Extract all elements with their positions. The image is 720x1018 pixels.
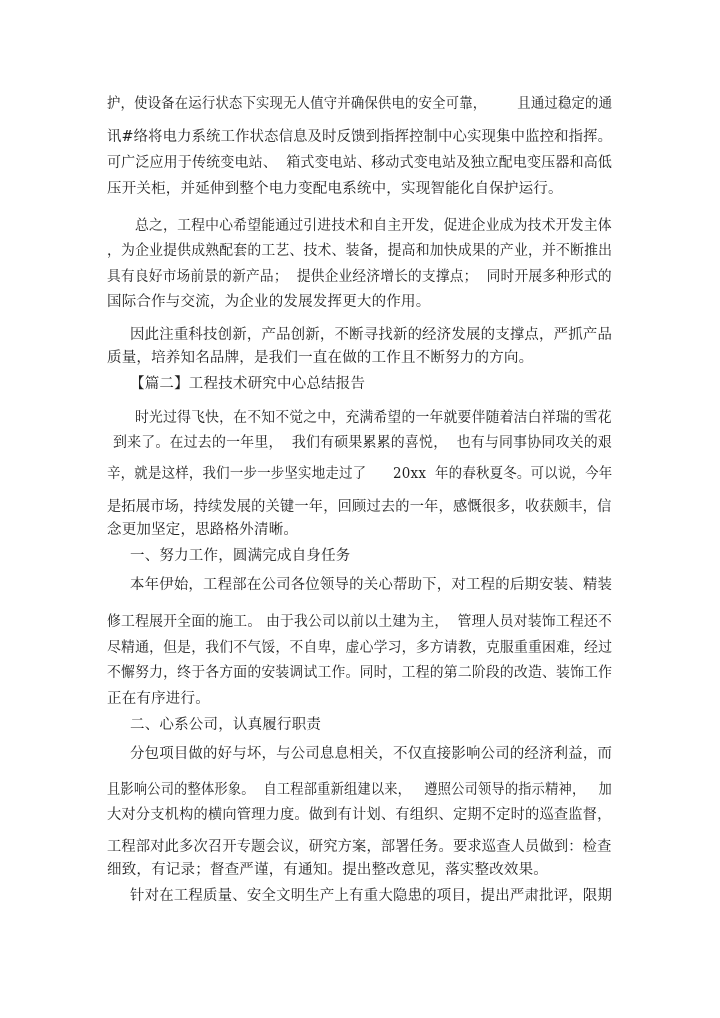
text-line: 具有良好市场前景的新产品； 提供企业经济增长的支撑点； 同时开展多种形式的 xyxy=(107,269,612,285)
text-line: 不懈努力，终于各方面的安装调试工作。同时，工程的第二阶段的改造、装饰工作 xyxy=(107,665,613,681)
text-line: 分包项目做的好与坏，与公司息息相关，不仅直接影响公司的经济利益，而 xyxy=(130,746,613,762)
text-line: 护，使设备在运行状态下实现无人值守并确保供电的安全可靠， 且通过稳定的通 xyxy=(107,96,613,112)
text-line: 因此注重科技创新，产品创新，不断寻找新的经济发展的支撑点，严抓产品 xyxy=(130,327,613,343)
text-line: 讯#络将电力系统工作状态信息及时反馈到指挥控制中心实现集中监控和指挥。 xyxy=(107,129,613,145)
section-title: 【篇二】工程技术研究中心总结报告 xyxy=(130,376,366,392)
text-line: 修工程展开全面的施工。 由于我公司以前以土建为主， 管理人员对装饰工程还不 xyxy=(107,614,612,630)
text-line: 念更加坚定，思路格外清晰。 xyxy=(107,522,299,538)
text-line: 工程部对此多次召开专题会议，研究方案，部署任务。要求巡查人员做到：检查 xyxy=(107,839,612,855)
text-line: 国际合作与交流，为企业的发展发挥更大的作用。 xyxy=(107,294,431,310)
text-line: 本年伊始，工程部在公司各位领导的关心帮助下，对工程的后期安装、精装 xyxy=(130,577,613,593)
text-line: 尽精通，但是，我们不气馁，不自卑，虚心学习，多方请教，克服重重困难，经过 xyxy=(107,640,613,656)
heading-2: 二、心系公司，认真履行职责 xyxy=(130,717,322,733)
text-line: 时光过得飞快，在不知不觉之中，充满希望的一年就要伴随着洁白祥瑞的雪花 xyxy=(135,410,612,426)
text-line: 辛，就是这样，我们一步一步坚实地走过了 20xx 年的春秋夏冬。可以说，今年 xyxy=(107,466,613,482)
text-line: 质量，培养知名品牌，是我们一直在做的工作且不断努力的方向。 xyxy=(107,350,534,366)
text-line: 可广泛应用于传统变电站、 箱式变电站、移动式变电站及独立配电变压器和高低 xyxy=(107,155,613,171)
text-line: 正在有序进行。 xyxy=(107,691,210,707)
text-line: 压开关柜，并延伸到整个电力变配电系统中，实现智能化自保护运行。 xyxy=(107,181,563,197)
text-line: 大对分支机构的横向管理力度。做到有计划、有组织、定期不定时的巡查监督， xyxy=(107,807,612,823)
text-line: 总之，工程中心希望能通过引进技术和自主开发，促进企业成为技术开发主体 xyxy=(135,218,612,234)
text-line: 针对在工程质量、安全文明生产上有重大隐患的项目，提出严肃批评，限期 xyxy=(130,888,613,904)
text-line: 且影响公司的整体形象。 自工程部重新组建以来， 遵照公司领导的指示精神， 加 xyxy=(107,782,612,798)
text-line: 是拓展市场，持续发展的关键一年，回顾过去的一年，感慨很多，收获颇丰，信 xyxy=(107,499,612,515)
text-line: 细致，有记录；督查严谨，有通知。提出整改意见，落实整改效果。 xyxy=(107,862,548,878)
text-line: 到来了。在过去的一年里， 我们有硕果累累的喜悦， 也有与同事协同攻关的艰 xyxy=(113,435,613,451)
text-line: ，为企业提供成熟配套的工艺、技术、装备，提高和加快成果的产业，并不断推出 xyxy=(107,243,613,259)
heading-1: 一、努力工作，圆满完成自身任务 xyxy=(130,548,351,564)
